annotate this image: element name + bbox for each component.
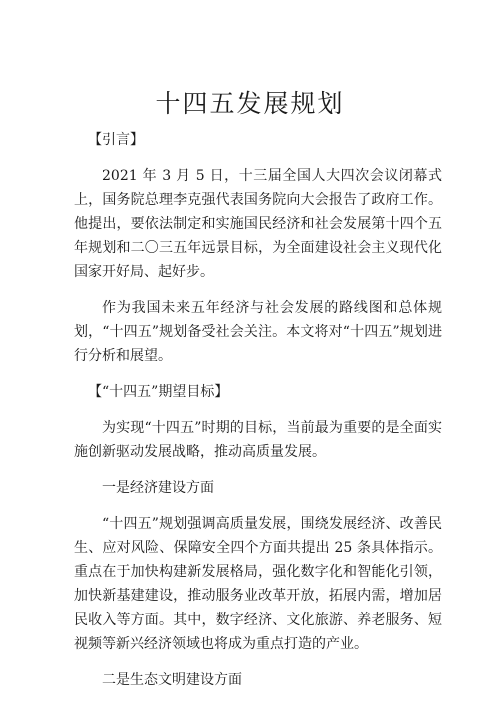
section-heading-intro: 【引言】 <box>88 132 144 148</box>
paragraph-intro-1: 2021 年 3 月 5 日，十三届全国人大四次会议闭幕式上，国务院总理李克强代表国务院向大会报告了政府工作。他提出，要依法制定和实施国民经济和社会发展第十四个五年规划和二〇三五年远景目标，为全面建设社会主义现代化国家开好局、起好步。 <box>74 168 442 280</box>
subheading-economy: 一是经济建设方面 <box>102 480 214 496</box>
document-body <box>74 128 442 704</box>
paragraph-goals-1: 为实现“十四五”时期的目标，当前最为重要的是全面实施创新驱动发展战略，推动高质量发展。 <box>74 420 442 460</box>
section-heading-goals: 【“十四五”期望目标】 <box>88 384 229 400</box>
document-title: 十四五发展规划 <box>155 89 345 118</box>
subheading-ecology: 二是生态文明建设方面 <box>102 672 242 688</box>
paragraph-intro-2: 作为我国未来五年经济与社会发展的路线图和总体规划，“十四五”规划备受社会关注。本文将对“十四五”规划进行分析和展望。 <box>74 300 442 364</box>
paragraph-economy: “十四五”规划强调高质量发展，围绕发展经济、改善民生、应对风险、保障安全四个方面共提出 25 条具体指示。重点在于加快构建新发展格局，强化数字化和智能化引领，加快新基建建设，推动服务业改革开放，拓展内需，增加居民收入等方面。其中，数字经济、文化旅游、养老服务、短视频等新兴经济领域也将成为重点打造的产业。 <box>74 516 442 652</box>
